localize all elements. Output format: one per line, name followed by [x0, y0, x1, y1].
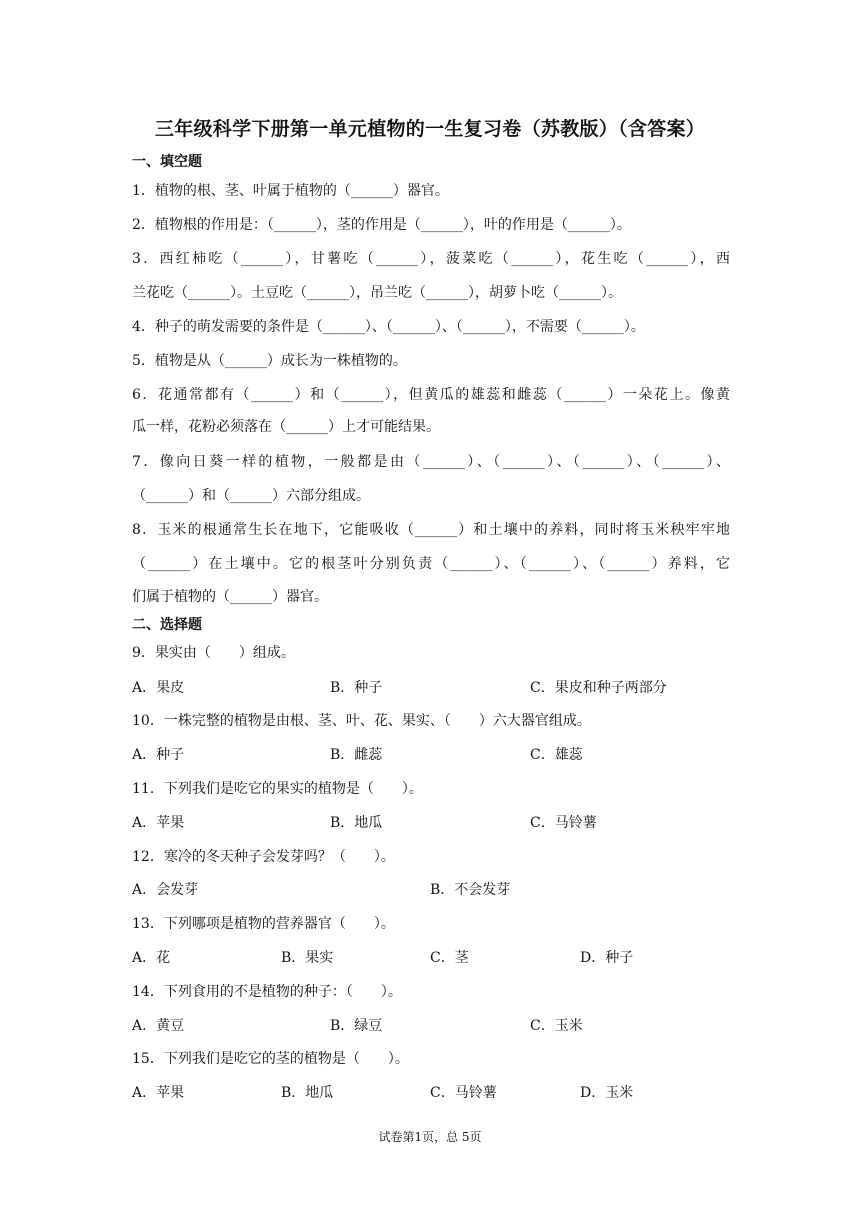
question-9-option-c: C．果皮和种子两部分: [530, 680, 667, 696]
page-footer: 试卷第1页，总 5页: [378, 1130, 482, 1144]
section-choice-heading: 二、选择题: [132, 617, 202, 633]
question-10: 10．一株完整的植物是由根、茎、叶、花、果实、（ ）六大器官组成。: [132, 713, 591, 729]
question-14: 14．下列食用的不是植物的种子：（ ）。: [132, 984, 402, 1000]
question-14-option-a: A．黄豆: [132, 1018, 185, 1034]
question-3-line-1: 3．西红柿吃（______），甘薯吃（______），菠菜吃（______），花生吃（______），西: [132, 251, 730, 267]
question-6-line-2: 瓜一样，花粉必须落在（______）上才可能结果。: [132, 419, 440, 435]
question-15: 15．下列我们是吃它的茎的植物是（ ）。: [132, 1051, 409, 1067]
question-9-option-a: A．果皮: [132, 680, 185, 696]
question-14-option-c: C．玉米: [530, 1018, 583, 1034]
question-4: 4．种子的萌发需要的条件是（______）、（______）、（______），不需要（______）。: [132, 319, 645, 335]
question-10-option-a: A．种子: [132, 747, 185, 763]
question-11: 11．下列我们是吃它的果实的植物是（ ）。: [132, 781, 423, 797]
question-3-line-2: 兰花吃（______）。土豆吃（______），吊兰吃（______），胡萝卜吃（______）。: [132, 285, 622, 301]
question-10-option-c: C．雄蕊: [530, 747, 583, 763]
question-12-option-b: B．不会发芽: [430, 882, 511, 898]
question-15-option-a: A．苹果: [132, 1085, 185, 1101]
question-7-line-1: 7．像向日葵一样的植物，一般都是由（______）、（______）、（______）、（______）、: [132, 454, 730, 470]
question-15-option-c: C．马铃薯: [430, 1085, 497, 1101]
question-11-option-b: B．地瓜: [330, 815, 383, 831]
question-13-option-b: B．果实: [281, 950, 334, 966]
question-12: 12．寒冷的冬天种子会发芽吗？（ ）。: [132, 849, 395, 865]
question-15-option-d: D．玉米: [580, 1085, 634, 1101]
question-11-option-c: C．马铃薯: [530, 815, 597, 831]
question-5: 5．植物是从（______）成长为一株植物的。: [132, 353, 407, 369]
question-9-option-b: B．种子: [330, 680, 383, 696]
question-8-line-3: 们属于植物的（______）器官。: [132, 589, 328, 605]
page-title: 三年级科学下册第一单元植物的一生复习卷（苏教版）（含答案）: [154, 118, 706, 140]
section-fill-heading: 一、填空题: [132, 154, 202, 170]
question-12-option-a: A．会发芽: [132, 882, 199, 898]
question-14-option-b: B．绿豆: [330, 1018, 383, 1034]
question-1: 1．植物的根、茎、叶属于植物的（______）器官。: [132, 183, 449, 199]
question-13: 13．下列哪项是植物的营养器官（ ）。: [132, 916, 395, 932]
question-8-line-1: 8．玉米的根通常生长在地下，它能吸收（______）和土壤中的养料，同时将玉米秧牢牢地: [132, 522, 730, 538]
question-11-option-a: A．苹果: [132, 815, 185, 831]
question-2: 2．植物根的作用是：（______），茎的作用是（______），叶的作用是（______）。: [132, 217, 631, 233]
question-10-option-b: B．雌蕊: [330, 747, 383, 763]
question-6-line-1: 6．花通常都有（______）和（______），但黄瓜的雄蕊和雌蕊（______）一朵花上。像黄: [132, 387, 730, 403]
question-7-line-2: （______）和（______）六部分组成。: [132, 488, 370, 504]
question-9: 9．果实由（ ）组成。: [132, 645, 295, 661]
question-13-option-d: D．种子: [580, 950, 634, 966]
question-8-line-2: （______）在土壤中。它的根茎叶分别负责（______）、（______）、（______）养料，它: [132, 556, 730, 572]
question-13-option-c: C．茎: [430, 950, 469, 966]
question-13-option-a: A．花: [132, 950, 171, 966]
question-15-option-b: B．地瓜: [281, 1085, 334, 1101]
